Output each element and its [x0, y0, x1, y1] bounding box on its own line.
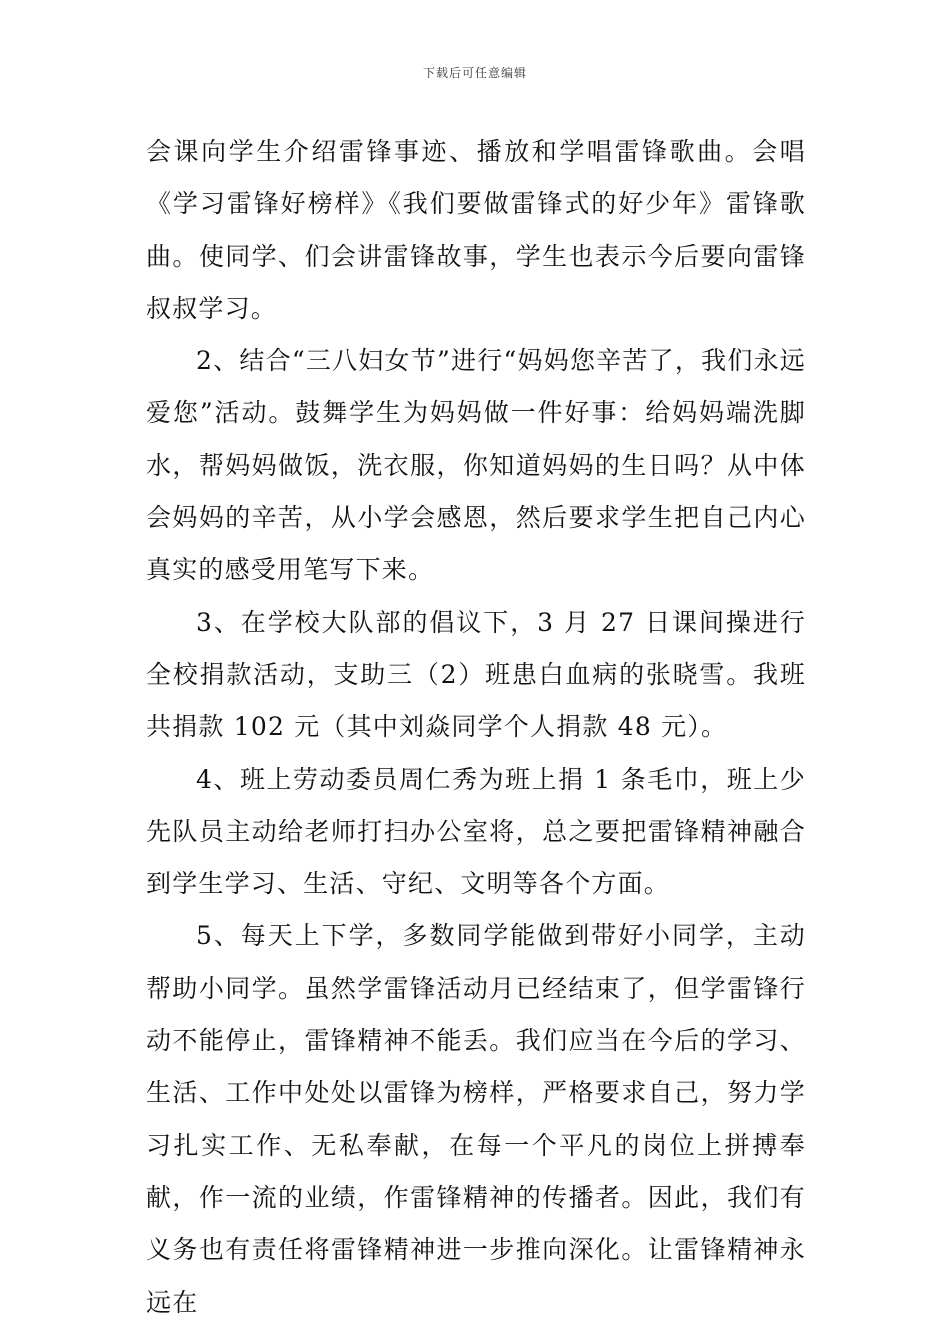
paragraph-item-4: 4、班上劳动委员周仁秀为班上捐 1 条毛巾，班上少先队员主动给老师打扫办公室将，总之要把雷锋精神融合到学生学习、生活、守纪、文明等各个方面。	[146, 764, 806, 899]
page-header: 下载后可任意编辑	[422, 66, 527, 80]
paragraph-item-2: 2、结合“三八妇女节”进行“妈妈您辛苦了，我们永远爱您”活动。鼓舞学生为妈妈做一件好事：给妈妈端洗脚水，帮妈妈做饭，洗衣服，你知道妈妈的生日吗？从中体会妈妈的辛苦，从小学会感恩，然后要求学生把自己内心真实的感受用笔写下来。	[146, 346, 806, 585]
paragraph-item-3: 3、在学校大队部的倡议下，3 月 27 日课间操进行全校捐款活动，支助三（2）班患白血病的张晓雪。我班共捐款 102 元（其中刘焱同学个人捐款 48 元）。	[146, 607, 806, 742]
document-body	[146, 126, 806, 1329]
paragraph-continuation: 会课向学生介绍雷锋事迹、播放和学唱雷锋歌曲。会唱《学习雷锋好榜样》《我们要做雷锋式的好少年》雷锋歌曲。使同学、们会讲雷锋故事，学生也表示今后要向雷锋叔叔学习。	[146, 137, 806, 323]
paragraph-item-5: 5、每天上下学，多数同学能做到带好小同学，主动帮助小同学。虽然学雷锋活动月已经结束了，但学雷锋行动不能停止，雷锋精神不能丢。我们应当在今后的学习、生活、工作中处处以雷锋为榜样，严格要求自己，努力学习扎实工作、无私奉献，在每一个平凡的岗位上拼搏奉献，作一流的业绩，作雷锋精神的传播者。因此，我们有义务也有责任将雷锋精神进一步推向深化。让雷锋精神永远在	[146, 921, 806, 1317]
